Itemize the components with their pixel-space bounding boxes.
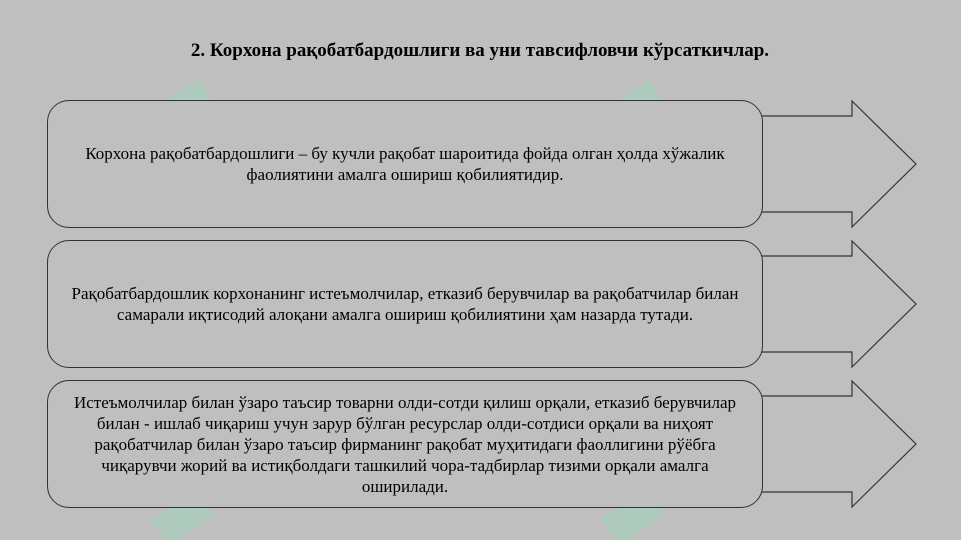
definition-box-2 bbox=[47, 240, 763, 368]
definition-text-1: Корхона рақобатбардошлиги – бу кучли рақобат шароитида фойда олган ҳолда хўжалик фаолиятини амалга ошириш қобилиятидир. bbox=[85, 144, 725, 184]
definition-text-3: Истеъмолчилар билан ўзаро таъсир товарни олди-сотди қилиш орқали, етказиб берувчилар билан - ишлаб чиқариш учун зарур бўлган ресурслар олди-сотдиси орқали ва ниҳоят рақобатчилар билан ўзаро таъсир фирманинг рақобат муҳитидаги фаоллигини рўёбга чиқарувчи жорий ва истиқболдаги ташкилий чора-тадбирлар тизими орқали амалга оширилади. bbox=[73, 392, 737, 496]
definition-box-1 bbox=[47, 100, 763, 228]
arrow-right-icon bbox=[740, 381, 916, 507]
arrow-right-icon bbox=[740, 241, 916, 367]
definition-box-3 bbox=[47, 380, 763, 508]
definition-text-2: Рақобатбардошлик корхонанинг истеъмолчилар, етказиб берувчилар ва рақобатчилар билан самарали иқтисодий алоқани амалга ошириш қобилиятини ҳам назарда тутади. bbox=[71, 284, 739, 324]
arrow-right-icon bbox=[740, 101, 916, 227]
slide-title: 2. Корхона рақобатбардошлиги ва уни тавсифловчи кўрсаткичлар. bbox=[190, 40, 770, 61]
